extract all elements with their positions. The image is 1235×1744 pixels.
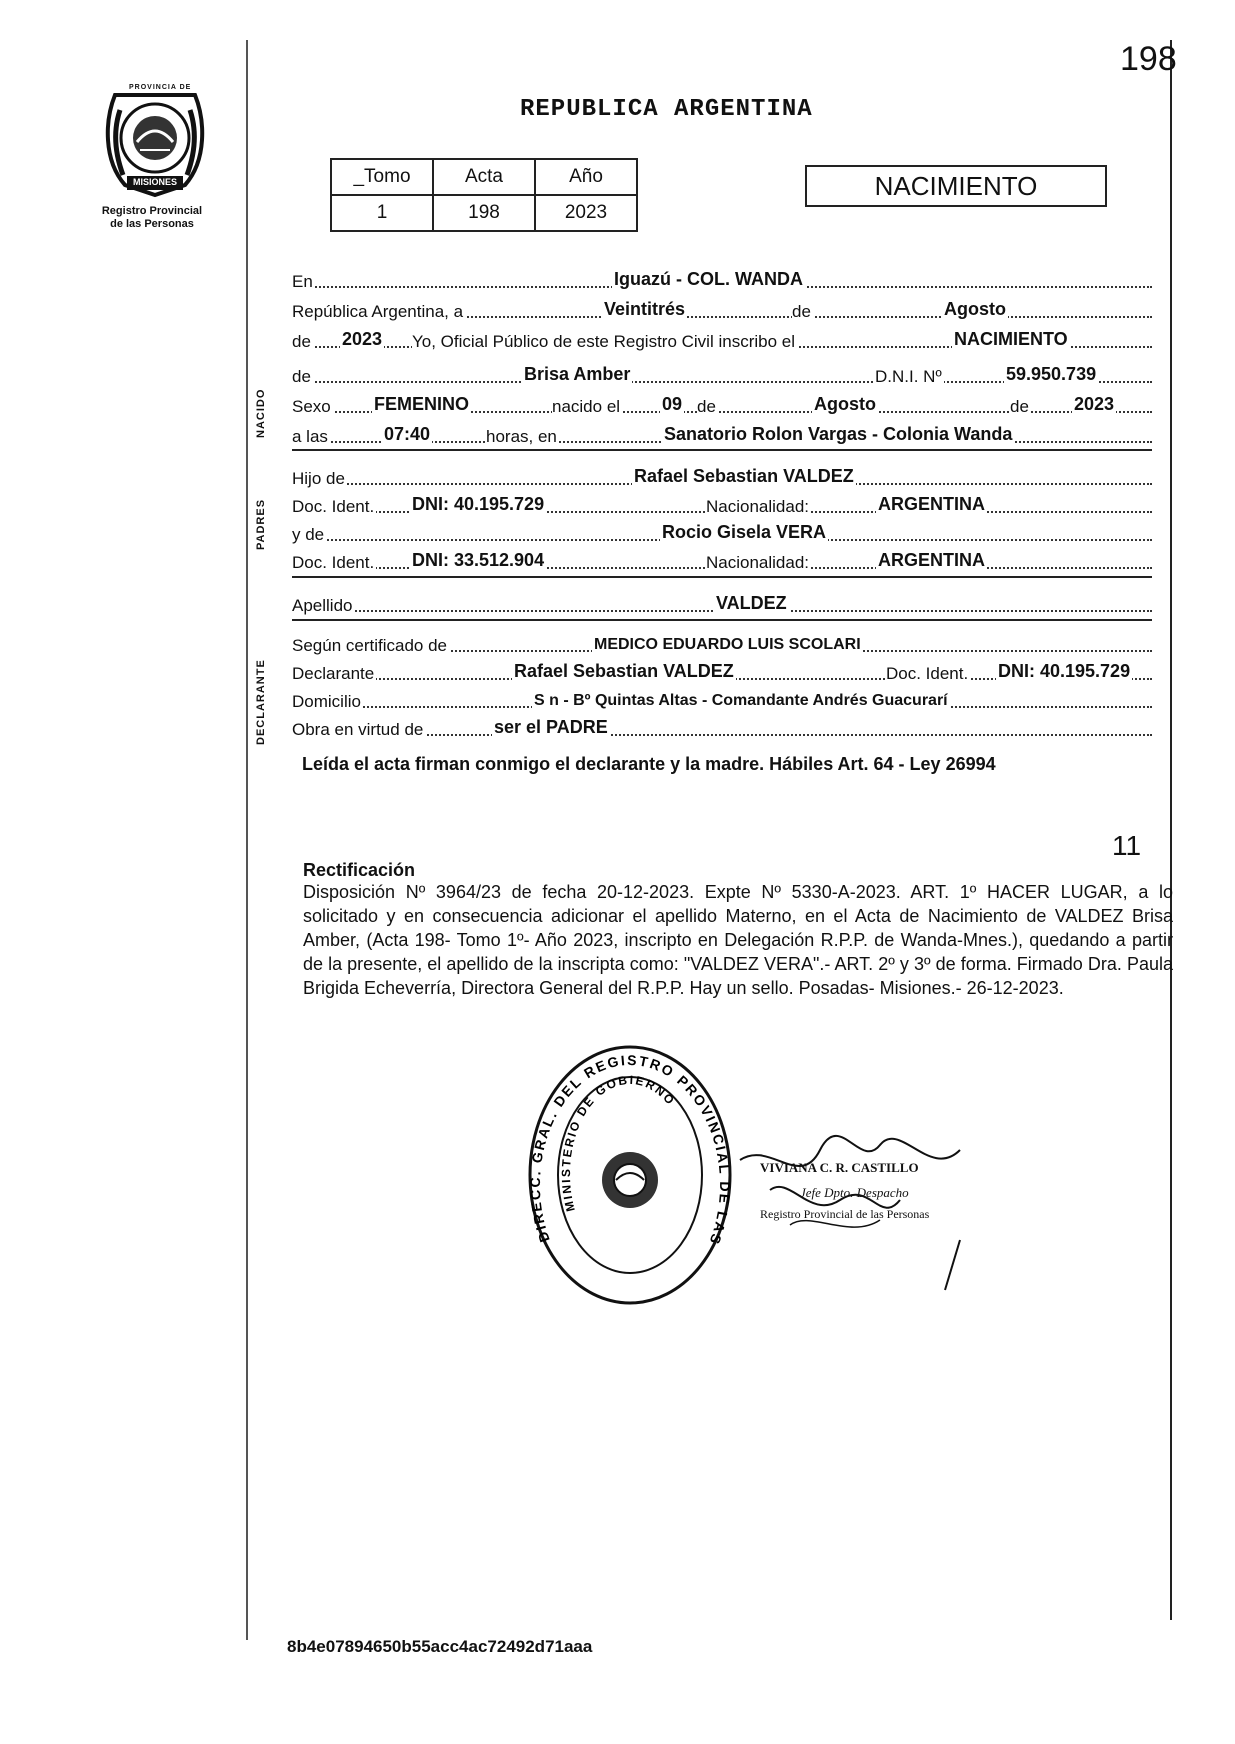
acta-table [330, 158, 638, 232]
left-margin-line [246, 40, 248, 1640]
dni-label: D.N.I. Nº [875, 367, 942, 386]
doc-ident-label: Doc. Ident. [292, 553, 375, 572]
dni-value: 59.950.739 [1006, 364, 1097, 384]
mother-name: Rocio Gisela VERA [662, 522, 827, 542]
signature-title: Jefe Dpto. Despacho [800, 1185, 909, 1200]
side-label-declarante: DECLARANTE [255, 659, 267, 745]
row-name [292, 361, 1152, 387]
father-name: Rafael Sebastian VALDEZ [634, 466, 854, 486]
officer-text: Yo, Oficial Público de este Registro Civil inscribo el [412, 332, 795, 351]
document-type-box: NACIMIENTO [805, 165, 1107, 207]
reading-statement: Leída el acta firman conmigo el declarante y la madre. Hábiles Art. 64 - Ley 26994 [302, 754, 996, 774]
logo-text-top: PROVINCIA DE [129, 84, 192, 91]
republica-label: República Argentina, a [292, 302, 464, 321]
obra-value: ser el PADRE [494, 717, 608, 737]
declarante-doc: DNI: 40.195.729 [998, 661, 1131, 681]
section-divider [292, 576, 1152, 578]
row-declarante [292, 658, 1152, 684]
birth-de1: de [697, 397, 716, 416]
seal-outer-text: DIRECC. GRAL. DEL REGISTRO PROVINCIAL DE LAS [526, 1051, 734, 1248]
section-divider [292, 619, 1152, 621]
side-label-padres: PADRES [255, 498, 267, 550]
tomo-value: 1 [331, 195, 433, 231]
segun-value: MEDICO EDUARDO LUIS SCOLARI [594, 636, 861, 653]
en-label: En [292, 272, 313, 291]
alas-label: a las [292, 427, 328, 446]
month-value: Agosto [944, 299, 1006, 319]
official-seal [520, 1040, 740, 1310]
birth-month: Agosto [814, 394, 876, 414]
declarante-doc-label: Doc. Ident. [886, 664, 969, 683]
row-segun [292, 630, 1152, 656]
horas-label: horas, en [486, 427, 557, 446]
domicilio-label: Domicilio [292, 692, 361, 711]
sexo-value: FEMENINO [374, 394, 470, 414]
sexo-label: Sexo [292, 397, 331, 416]
hijo-label: Hijo de [292, 469, 345, 488]
hora-value: 07:40 [384, 424, 431, 444]
page-title: REPUBLICA ARGENTINA [520, 96, 813, 123]
acta-value: 198 [433, 195, 535, 231]
anio-header: Año [535, 159, 637, 195]
row-en [292, 266, 1152, 292]
apellido-value: VALDEZ [716, 593, 787, 613]
en-value: Iguazú - COL. WANDA [614, 269, 803, 289]
document-hash: 8b4e07894650b55acc4ac72492d71aaa [287, 1637, 593, 1656]
logo-caption-line2: de las Personas [110, 218, 194, 230]
logo-text-bottom: MISIONES [133, 177, 178, 187]
declarante-label: Declarante [292, 664, 375, 683]
segun-label: Según certificado de [292, 636, 447, 655]
doc-ident-label: Doc. Ident. [292, 497, 375, 516]
mother-doc: DNI: 33.512.904 [412, 550, 545, 570]
de-label: de [792, 302, 811, 321]
father-nat: ARGENTINA [878, 494, 985, 514]
section-divider [292, 449, 1152, 451]
year-value: 2023 [342, 329, 383, 349]
row-hora [292, 421, 1152, 447]
anio-value: 2023 [535, 195, 637, 231]
svg-text:DIRECC. GRAL. DEL REGISTRO PRO [520, 1040, 733, 1248]
declarante-value: Rafael Sebastian VALDEZ [514, 661, 734, 681]
logo-caption-line1: Registro Provincial [101, 205, 203, 217]
row-domicilio [292, 686, 1152, 712]
tomo-header: _Tomo [331, 159, 433, 195]
row-obra [292, 714, 1152, 740]
birth-de2: de [1010, 397, 1029, 416]
page-number: 198 [1120, 40, 1177, 78]
acta-header: Acta [433, 159, 535, 195]
birth-day: 09 [662, 394, 683, 414]
margin-number: 11 [1112, 830, 1142, 861]
father-doc: DNI: 40.195.729 [412, 494, 545, 514]
nacido-label: nacido el [552, 397, 621, 416]
inscribe-value: NACIMIENTO [954, 329, 1068, 349]
signature-org: Registro Provincial de las Personas [760, 1207, 930, 1221]
row-sexo [292, 391, 1152, 417]
row-hijo [292, 463, 1152, 489]
day-value: Veintitrés [604, 299, 686, 319]
row-father-doc [292, 491, 1152, 517]
obra-label: Obra en virtud de [292, 720, 424, 739]
logo-caption [82, 205, 222, 231]
provincial-logo [95, 80, 215, 200]
place-value: Sanatorio Rolon Vargas - Colonia Wanda [664, 424, 1013, 444]
row-mother [292, 519, 1152, 545]
signature-name: VIVIANA C. R. CASTILLO [760, 1160, 919, 1175]
apellido-label: Apellido [292, 596, 353, 615]
year-prefix: de [292, 332, 311, 351]
nacionalidad-label: Nacionalidad: [706, 553, 810, 572]
row-mother-doc [292, 547, 1152, 573]
mother-nat: ARGENTINA [878, 550, 985, 570]
domicilio-value: S n - Bº Quintas Altas - Comandante Andrés Guacurarí [534, 692, 948, 709]
nacionalidad-label: Nacionalidad: [706, 497, 810, 516]
row-republica [292, 296, 1152, 322]
name-label: de [292, 367, 311, 386]
right-margin-line [1170, 40, 1172, 1620]
name-value: Brisa Amber [524, 364, 631, 384]
yde-label: y de [292, 525, 325, 544]
rectificacion-title: Rectificación [303, 860, 416, 880]
seal-inner-text: MINISTERIO DE GOBIERNO [558, 1072, 679, 1213]
rectificacion-body: Disposición Nº 3964/23 de fecha 20-12-2023. Expte Nº 5330-A-2023. ART. 1º HACER LUGAR, a lo solicitado y en consecuencia adicionar el apellido Materno, en el Acta de Nacimiento de VALDEZ Brisa Amber, (Acta 198- Tomo 1º- Año 2023, inscripto en Delegación R.P.P. de Wanda-Mnes.), quedando a partir de la presente, el apellido de la inscripta como: "VALDEZ VERA".- ART. 2º y 3º de forma. Firmado Dra. Paula Brigida Echeverría, Directora General del R.P.P. Hay un sello. Posadas- Misiones.- 26-12-2023. [303, 882, 1173, 998]
row-year [292, 326, 1152, 352]
birth-year: 2023 [1074, 394, 1115, 414]
side-label-nacido: NACIDO [255, 388, 267, 438]
row-apellido [292, 590, 1152, 616]
